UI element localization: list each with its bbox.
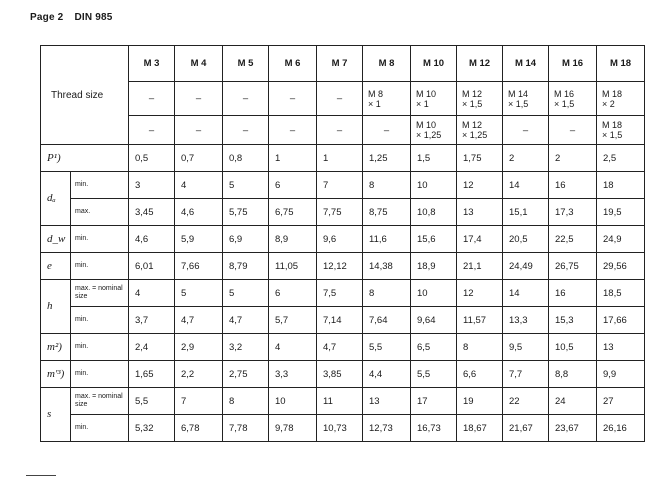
value-cell: 9,5 bbox=[503, 334, 549, 361]
value-cell: 7 bbox=[317, 172, 363, 199]
size-header: M 3 bbox=[129, 46, 175, 82]
dimension-symbol: s bbox=[41, 388, 71, 442]
value-cell: 19 bbox=[457, 388, 503, 415]
value-cell: 13 bbox=[457, 199, 503, 226]
value-cell: 15,3 bbox=[549, 307, 597, 334]
limit-label: max. = nominal size bbox=[71, 388, 129, 415]
value-cell: 8,79 bbox=[223, 253, 269, 280]
value-cell: 12 bbox=[457, 172, 503, 199]
value-cell: 10,73 bbox=[317, 415, 363, 442]
value-cell: 3,45 bbox=[129, 199, 175, 226]
dimensions-table bbox=[40, 45, 645, 442]
size-header: M 18 bbox=[597, 46, 645, 82]
size-header: M 6 bbox=[269, 46, 317, 82]
value-cell: 6,9 bbox=[223, 226, 269, 253]
value-cell: 20,5 bbox=[503, 226, 549, 253]
value-cell: 4 bbox=[129, 280, 175, 307]
value-cell: 19,5 bbox=[597, 199, 645, 226]
value-cell: 13 bbox=[597, 334, 645, 361]
value-cell: 4,6 bbox=[129, 226, 175, 253]
size-header: M 4 bbox=[175, 46, 223, 82]
value-cell: 11 bbox=[317, 388, 363, 415]
value-cell: 5,75 bbox=[223, 199, 269, 226]
dimension-symbol: m'³) bbox=[41, 361, 71, 388]
value-cell: 9,64 bbox=[411, 307, 457, 334]
value-cell: 2,75 bbox=[223, 361, 269, 388]
value-cell: 8 bbox=[223, 388, 269, 415]
value-cell: 2 bbox=[549, 145, 597, 172]
value-cell: 7,64 bbox=[363, 307, 411, 334]
dimension-row bbox=[41, 388, 645, 415]
value-cell: 26,75 bbox=[549, 253, 597, 280]
dimension-symbol: dₐ bbox=[41, 172, 71, 226]
value-cell: 4,4 bbox=[363, 361, 411, 388]
fine-thread-cell: M 8 × 1 bbox=[363, 82, 411, 116]
size-header: M 10 bbox=[411, 46, 457, 82]
value-cell: 8,9 bbox=[269, 226, 317, 253]
value-cell: 13,3 bbox=[503, 307, 549, 334]
dimension-row bbox=[41, 226, 645, 253]
fine-thread-cell: – bbox=[549, 116, 597, 145]
value-cell: 10 bbox=[269, 388, 317, 415]
value-cell: 5,5 bbox=[411, 361, 457, 388]
value-cell: 21,67 bbox=[503, 415, 549, 442]
page-number: Page 2 bbox=[30, 12, 64, 23]
value-cell: 5 bbox=[223, 280, 269, 307]
value-cell: 6 bbox=[269, 172, 317, 199]
value-cell: 3,7 bbox=[129, 307, 175, 334]
value-cell: 15,6 bbox=[411, 226, 457, 253]
page-header bbox=[30, 12, 121, 23]
value-cell: 16 bbox=[549, 280, 597, 307]
value-cell: 7 bbox=[175, 388, 223, 415]
value-cell: 1,5 bbox=[411, 145, 457, 172]
value-cell: 26,16 bbox=[597, 415, 645, 442]
value-cell: 23,67 bbox=[549, 415, 597, 442]
value-cell: 7,7 bbox=[503, 361, 549, 388]
fine-thread-cell: – bbox=[363, 116, 411, 145]
value-cell: 3 bbox=[129, 172, 175, 199]
value-cell: 7,5 bbox=[317, 280, 363, 307]
value-cell: 14,38 bbox=[363, 253, 411, 280]
fine-thread-row bbox=[41, 116, 645, 145]
value-cell: 14 bbox=[503, 172, 549, 199]
value-cell: 24,9 bbox=[597, 226, 645, 253]
value-cell: 1,25 bbox=[363, 145, 411, 172]
fine-thread-cell: M 12 × 1,5 bbox=[457, 82, 503, 116]
dimension-row bbox=[41, 253, 645, 280]
value-cell: 4,7 bbox=[223, 307, 269, 334]
size-header: M 14 bbox=[503, 46, 549, 82]
value-cell: 14 bbox=[503, 280, 549, 307]
value-cell: 18,5 bbox=[597, 280, 645, 307]
value-cell: 2,2 bbox=[175, 361, 223, 388]
fine-thread-cell: – bbox=[129, 82, 175, 116]
value-cell: 5,9 bbox=[175, 226, 223, 253]
value-cell: 10,5 bbox=[549, 334, 597, 361]
value-cell: 11,05 bbox=[269, 253, 317, 280]
size-header: M 8 bbox=[363, 46, 411, 82]
fine-thread-cell: – bbox=[223, 116, 269, 145]
size-header: M 12 bbox=[457, 46, 503, 82]
fine-thread-cell: M 10 × 1,25 bbox=[411, 116, 457, 145]
fine-thread-cell: – bbox=[175, 82, 223, 116]
fine-thread-cell: M 18 × 1,5 bbox=[597, 116, 645, 145]
value-cell: 8 bbox=[363, 172, 411, 199]
value-cell: 6,78 bbox=[175, 415, 223, 442]
fine-thread-cell: – bbox=[223, 82, 269, 116]
value-cell: 7,75 bbox=[317, 199, 363, 226]
value-cell: 12,73 bbox=[363, 415, 411, 442]
thread-size-row bbox=[41, 46, 645, 82]
dimension-symbol: P¹) bbox=[41, 145, 129, 172]
limit-label: min. bbox=[71, 415, 129, 442]
standard-number: DIN 985 bbox=[74, 12, 113, 23]
value-cell: 10,8 bbox=[411, 199, 457, 226]
dimension-row bbox=[41, 334, 645, 361]
limit-label: min. bbox=[71, 334, 129, 361]
value-cell: 6,01 bbox=[129, 253, 175, 280]
value-cell: 5,5 bbox=[363, 334, 411, 361]
value-cell: 3,2 bbox=[223, 334, 269, 361]
fine-thread-row bbox=[41, 82, 645, 116]
value-cell: 0,5 bbox=[129, 145, 175, 172]
fine-thread-cell: – bbox=[269, 116, 317, 145]
value-cell: 13 bbox=[363, 388, 411, 415]
limit-label: max. = nominal size bbox=[71, 280, 129, 307]
value-cell: 5,5 bbox=[129, 388, 175, 415]
dimension-row bbox=[41, 361, 645, 388]
value-cell: 5 bbox=[175, 280, 223, 307]
value-cell: 6,75 bbox=[269, 199, 317, 226]
value-cell: 3,85 bbox=[317, 361, 363, 388]
thread-size-label: Thread size bbox=[41, 46, 129, 145]
value-cell: 18 bbox=[597, 172, 645, 199]
dimension-symbol: m²) bbox=[41, 334, 71, 361]
value-cell: 12,12 bbox=[317, 253, 363, 280]
value-cell: 11,57 bbox=[457, 307, 503, 334]
dimension-symbol: d_w bbox=[41, 226, 71, 253]
dimension-row bbox=[41, 307, 645, 334]
fine-thread-cell: M 10 × 1 bbox=[411, 82, 457, 116]
value-cell: 10 bbox=[411, 172, 457, 199]
dimension-row bbox=[41, 280, 645, 307]
value-cell: 1 bbox=[269, 145, 317, 172]
fine-thread-cell: M 18 × 2 bbox=[597, 82, 645, 116]
value-cell: 16,73 bbox=[411, 415, 457, 442]
value-cell: 9,78 bbox=[269, 415, 317, 442]
value-cell: 7,14 bbox=[317, 307, 363, 334]
value-cell: 29,56 bbox=[597, 253, 645, 280]
value-cell: 15,1 bbox=[503, 199, 549, 226]
value-cell: 7,78 bbox=[223, 415, 269, 442]
fine-thread-cell: – bbox=[269, 82, 317, 116]
size-header: M 7 bbox=[317, 46, 363, 82]
value-cell: 17,4 bbox=[457, 226, 503, 253]
size-header: M 16 bbox=[549, 46, 597, 82]
value-cell: 8,75 bbox=[363, 199, 411, 226]
value-cell: 9,9 bbox=[597, 361, 645, 388]
value-cell: 17,3 bbox=[549, 199, 597, 226]
value-cell: 4,7 bbox=[317, 334, 363, 361]
value-cell: 24,49 bbox=[503, 253, 549, 280]
limit-label: min. bbox=[71, 172, 129, 199]
value-cell: 2 bbox=[503, 145, 549, 172]
value-cell: 2,4 bbox=[129, 334, 175, 361]
value-cell: 8,8 bbox=[549, 361, 597, 388]
value-cell: 8 bbox=[457, 334, 503, 361]
value-cell: 21,1 bbox=[457, 253, 503, 280]
value-cell: 6,5 bbox=[411, 334, 457, 361]
fine-thread-cell: – bbox=[317, 82, 363, 116]
value-cell: 16 bbox=[549, 172, 597, 199]
value-cell: 1,75 bbox=[457, 145, 503, 172]
dimension-row bbox=[41, 199, 645, 226]
value-cell: 5,32 bbox=[129, 415, 175, 442]
fine-thread-cell: – bbox=[503, 116, 549, 145]
limit-label: min. bbox=[71, 361, 129, 388]
fine-thread-cell: M 14 × 1,5 bbox=[503, 82, 549, 116]
value-cell: 6,6 bbox=[457, 361, 503, 388]
value-cell: 3,3 bbox=[269, 361, 317, 388]
limit-label: min. bbox=[71, 226, 129, 253]
value-cell: 2,9 bbox=[175, 334, 223, 361]
value-cell: 5,7 bbox=[269, 307, 317, 334]
dimension-symbol: e bbox=[41, 253, 71, 280]
limit-label: max. bbox=[71, 199, 129, 226]
dimension-symbol: h bbox=[41, 280, 71, 334]
value-cell: 24 bbox=[549, 388, 597, 415]
fine-thread-cell: – bbox=[317, 116, 363, 145]
limit-label: min. bbox=[71, 307, 129, 334]
value-cell: 18,9 bbox=[411, 253, 457, 280]
value-cell: 4 bbox=[269, 334, 317, 361]
value-cell: 27 bbox=[597, 388, 645, 415]
dimension-row bbox=[41, 172, 645, 199]
value-cell: 12 bbox=[457, 280, 503, 307]
value-cell: 17 bbox=[411, 388, 457, 415]
value-cell: 5 bbox=[223, 172, 269, 199]
value-cell: 22,5 bbox=[549, 226, 597, 253]
value-cell: 17,66 bbox=[597, 307, 645, 334]
value-cell: 1,65 bbox=[129, 361, 175, 388]
value-cell: 18,67 bbox=[457, 415, 503, 442]
value-cell: 9,6 bbox=[317, 226, 363, 253]
dimension-row bbox=[41, 145, 645, 172]
value-cell: 4 bbox=[175, 172, 223, 199]
value-cell: 7,66 bbox=[175, 253, 223, 280]
fine-thread-cell: M 12 × 1,25 bbox=[457, 116, 503, 145]
value-cell: 0,8 bbox=[223, 145, 269, 172]
value-cell: 8 bbox=[363, 280, 411, 307]
value-cell: 4,6 bbox=[175, 199, 223, 226]
value-cell: 10 bbox=[411, 280, 457, 307]
value-cell: 1 bbox=[317, 145, 363, 172]
value-cell: 6 bbox=[269, 280, 317, 307]
dimension-row bbox=[41, 415, 645, 442]
fine-thread-cell: – bbox=[129, 116, 175, 145]
size-header: M 5 bbox=[223, 46, 269, 82]
bottom-rule bbox=[26, 475, 56, 476]
value-cell: 11,6 bbox=[363, 226, 411, 253]
value-cell: 22 bbox=[503, 388, 549, 415]
value-cell: 0,7 bbox=[175, 145, 223, 172]
fine-thread-cell: M 16 × 1,5 bbox=[549, 82, 597, 116]
value-cell: 4,7 bbox=[175, 307, 223, 334]
value-cell: 2,5 bbox=[597, 145, 645, 172]
fine-thread-cell: – bbox=[175, 116, 223, 145]
limit-label: min. bbox=[71, 253, 129, 280]
